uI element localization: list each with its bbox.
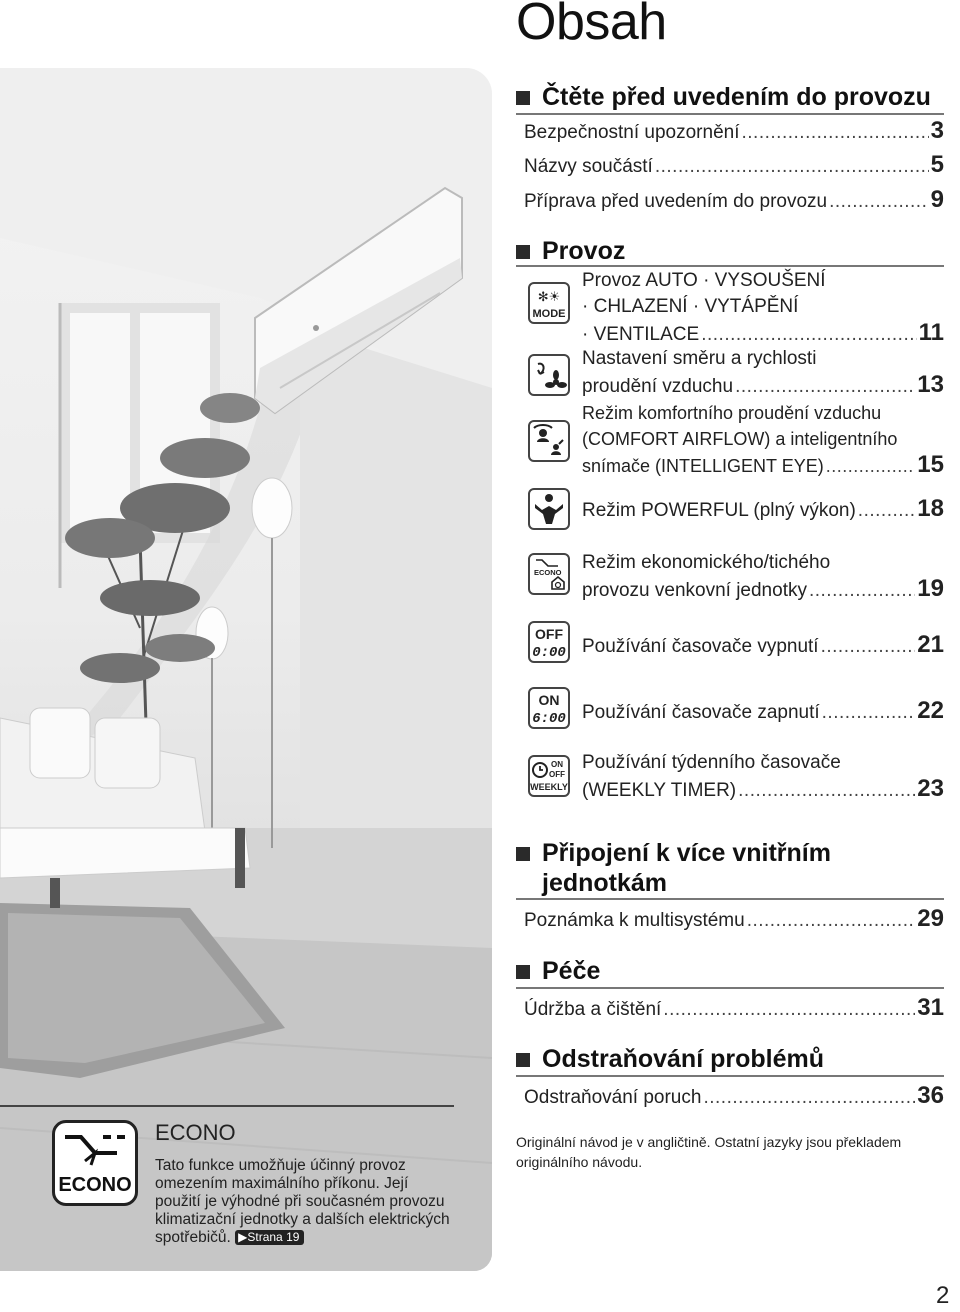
page-ref: 23	[917, 775, 944, 802]
econo-icon	[52, 1120, 138, 1206]
toc-entry-off-timer[interactable]: Používání časovače vypnutí ..... 21	[582, 632, 944, 660]
toc-entry-maintenance[interactable]: Údržba a čištění ..... 31	[524, 995, 944, 1023]
section-divider	[516, 1075, 944, 1077]
page-ref: 29	[917, 905, 944, 932]
section-multi	[516, 838, 831, 898]
page-ref: 21	[917, 631, 944, 658]
page-number: 2	[936, 1282, 950, 1309]
page-ref: 13	[917, 371, 944, 398]
section-title: Připojení k více vnitřním jednotkám	[542, 839, 831, 897]
svg-text:OFF: OFF	[535, 626, 563, 642]
bullet-square-icon	[516, 1053, 530, 1067]
bullet-square-icon	[516, 91, 530, 105]
page-link-button[interactable]: ▶Strana 19	[235, 1230, 304, 1245]
on-timer-icon	[528, 687, 570, 729]
section-title: Provoz	[542, 237, 626, 265]
svg-text:WEEKLY: WEEKLY	[530, 782, 568, 792]
page-title: Obsah	[516, 0, 667, 51]
powerful-icon	[528, 488, 570, 530]
page-ref: 5	[930, 151, 944, 178]
section-title: Odstraňování problémů	[542, 1045, 824, 1073]
toc-entry-airflow[interactable]: Nastavení směru a rychlosti proudění vzduchu ..... 13	[582, 346, 944, 400]
toc-entry-parts[interactable]: Názvy součástí ..... 5	[524, 152, 944, 180]
toc-entry-powerful[interactable]: Režim POWERFUL (plný výkon) ..... 18	[582, 496, 944, 524]
section-care	[516, 956, 600, 986]
svg-text:ON: ON	[551, 760, 563, 769]
econo-title: ECONO	[155, 1120, 236, 1145]
svg-text:MODE: MODE	[532, 308, 566, 320]
toc-entry-preparation[interactable]: Příprava před uvedením do provozu ..... 9	[524, 187, 944, 215]
page-ref: 15	[917, 451, 944, 478]
econo-divider	[0, 1105, 454, 1107]
section-operation	[516, 236, 625, 266]
page-ref: 31	[917, 994, 944, 1021]
section-divider	[516, 265, 944, 267]
toc-entry-multisystem[interactable]: Poznámka k multisystému ..... 29	[524, 906, 944, 934]
section-divider	[516, 113, 944, 115]
toc-entry-weekly-timer[interactable]: Používání týdenního časovače (WEEKLY TIMER) ..... 23	[582, 750, 944, 804]
toc-entry-safety[interactable]: Bezpečnostní upozornění ..... 3	[524, 118, 944, 146]
comfort-airflow-sensor-icon	[528, 420, 570, 462]
mode-icon	[528, 282, 570, 324]
bullet-square-icon	[516, 847, 530, 861]
econo-outdoor-quiet-icon	[528, 553, 570, 595]
section-title: Čtěte před uvedením do provozu	[542, 83, 931, 111]
bullet-square-icon	[516, 245, 530, 259]
svg-text:✻☀: ✻☀	[537, 290, 561, 305]
section-title: Péče	[542, 957, 601, 985]
page-ref: 3	[930, 117, 944, 144]
page-ref: 11	[918, 319, 944, 346]
room-photo	[0, 68, 492, 1271]
svg-text:ECONO: ECONO	[58, 1174, 132, 1196]
section-troubleshooting	[516, 1044, 824, 1074]
toc-entry-econo-outdoor[interactable]: Režim ekonomického/tichého provozu venkovní jednotky ..... 19	[582, 550, 944, 604]
page-ref: 19	[917, 575, 944, 602]
section-divider	[516, 898, 944, 900]
svg-text:6:00: 6:00	[532, 711, 566, 727]
svg-text:0:00: 0:00	[532, 645, 566, 661]
page-ref: 36	[917, 1082, 944, 1109]
page-ref: 9	[930, 186, 944, 213]
section-divider	[516, 987, 944, 989]
bullet-square-icon	[516, 965, 530, 979]
weekly-timer-icon	[528, 755, 570, 797]
svg-text:OFF: OFF	[549, 770, 565, 779]
off-timer-icon	[528, 621, 570, 663]
toc-entry-troubleshooting[interactable]: Odstraňování poruch ..... 36	[524, 1083, 944, 1111]
toc-entry-on-timer[interactable]: Používání časovače zapnutí ..... 22	[582, 698, 944, 726]
svg-text:ECONO: ECONO	[534, 568, 562, 577]
svg-text:ON: ON	[538, 692, 560, 708]
section-before-operation	[516, 82, 931, 112]
page-ref: 22	[917, 697, 944, 724]
toc-entry-comfort-airflow[interactable]: Režim komfortního proudění vzduchu (COMFORT AIRFLOW) a inteligentního snímače (INTELLIGENT EYE) ..... 15	[582, 400, 944, 479]
translation-note: Originální návod je v angličtině. Ostatní jazyky jsou překladem originálního návodu.	[516, 1134, 902, 1170]
toc-entry-operation-modes[interactable]: Provoz AUTO · VYSOUŠENÍ · CHLAZENÍ · VYTÁPĚNÍ · VENTILACE ..... 11	[582, 268, 944, 348]
airflow-direction-fan-icon	[528, 354, 570, 396]
page-ref: 18	[917, 495, 944, 522]
econo-description: Tato funkce umožňuje účinný provoz omezením maximálního příkonu. Její použití je výhodné při současném provozu klimatizační jednotky a dalších elektrických spotřebičů. ▶Strana 19	[155, 1157, 450, 1246]
